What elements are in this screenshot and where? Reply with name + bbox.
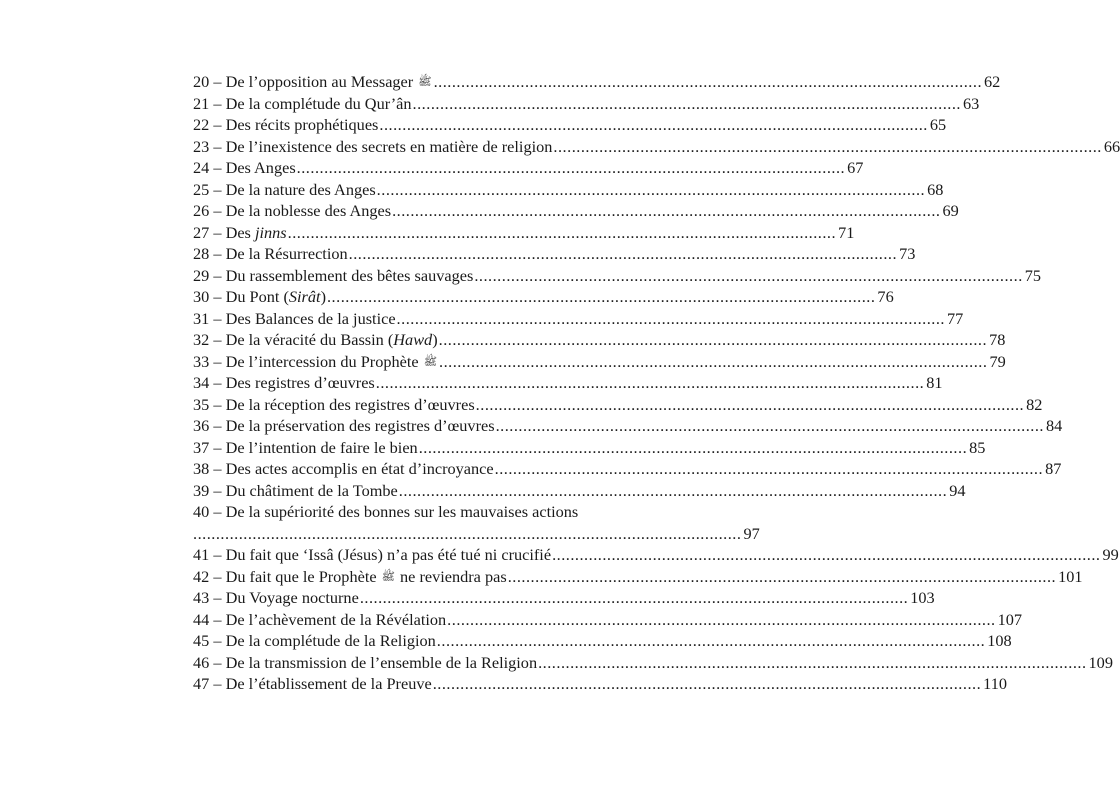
toc-entry-term: Sirât (288, 287, 321, 306)
toc-entry-title: 43 – Du Voyage nocturne (193, 588, 359, 607)
table-of-contents (193, 71, 1120, 695)
toc-entry (193, 286, 894, 308)
toc-entry-text: De la nature des Anges (225, 179, 376, 199)
toc-entry-text: Des (225, 222, 255, 242)
dot-leader: ........................................................................................................................ (475, 394, 1025, 414)
toc-entry-number: 34 (193, 373, 210, 392)
toc-entry-text: Du Voyage nocturne (225, 588, 359, 607)
toc-entry-text: De l’intercession du Prophète (225, 351, 423, 371)
toc-entry (193, 136, 1120, 158)
toc-entry-text: ) (320, 287, 326, 306)
toc-entry-text: De la noblesse des Anges (225, 201, 392, 220)
dot-leader: ........................................................................................................................ (432, 674, 982, 693)
toc-entry-title: 39 – Du châtiment de la Tombe (193, 480, 398, 500)
toc-entry-text: Des actes accomplis en état d’incroyance (225, 459, 494, 478)
toc-entry-text: Du fait que le Prophète (225, 566, 381, 586)
toc-entry-text: Des récits prophétiques (225, 115, 379, 134)
toc-entry-page: 87 (1045, 459, 1062, 478)
toc-entry (193, 394, 1043, 416)
dot-leader: ........................................................................................................................ (495, 416, 1044, 435)
dot-leader: ........................................................................................................................ (326, 287, 876, 306)
toc-entry-text: Des Balances de la justice (225, 308, 396, 328)
toc-entry-title: 38 – Des actes accomplis en état d’incroyance (193, 459, 494, 478)
toc-entry-text: De la transmission de l’ensemble de la Religion (225, 652, 538, 672)
toc-entry-page: 82 (1026, 394, 1043, 414)
toc-entry-page: 63 (962, 93, 980, 113)
toc-entry-number: 40 (193, 502, 210, 521)
toc-entry-number: 42 (193, 566, 210, 586)
toc-entry-text: De l’établissement de la Preuve (225, 674, 432, 693)
dot-leader: ........................................................................................................................ (433, 72, 983, 91)
toc-entry-page: 67 (847, 158, 864, 177)
toc-entry (193, 157, 864, 179)
toc-entry-title: 20 – De l’opposition au Messager ﷺ (193, 72, 432, 91)
toc-entry-text: De la réception des registres d’œuvres (225, 394, 475, 414)
toc-entry-page: 109 (1088, 652, 1113, 672)
toc-entry-text: De la Résurrection (225, 244, 348, 263)
toc-entry-page: 85 (969, 437, 986, 457)
toc-entry-title: 35 – De la réception des registres d’œuvres (193, 394, 475, 414)
toc-entry-page: 101 (1058, 566, 1083, 586)
dot-leader: ........................................................................................................................ (474, 265, 1023, 285)
toc-entry-page: 84 (1046, 416, 1063, 435)
dot-leader: ........................................................................................................................ (193, 523, 742, 543)
toc-entry-page: 78 (989, 330, 1006, 349)
toc-entry-number: 23 (193, 136, 210, 156)
toc-entry-number: 37 (193, 437, 210, 457)
dot-leader: ........................................................................................................................ (379, 115, 928, 134)
toc-entry-title: 29 – Du rassemblement des bêtes sauvages (193, 265, 474, 285)
toc-entry-text: Des registres d’œuvres (225, 373, 375, 392)
toc-entry-title: 23 – De l’inexistence des secrets en matière de religion (193, 136, 553, 156)
toc-entry-number: 44 (193, 609, 210, 629)
toc-entry-page: 62 (984, 72, 1001, 91)
toc-entry-number: 33 (193, 351, 210, 371)
dot-leader: ........................................................................................................................ (296, 158, 846, 177)
toc-entry (193, 200, 959, 222)
toc-entry (193, 351, 1006, 373)
toc-entry-title: 24 – Des Anges (193, 158, 296, 177)
toc-entry-page: 69 (942, 201, 959, 220)
dot-leader: ........................................................................................................................ (494, 459, 1044, 478)
toc-entry-page: 99 (1102, 545, 1119, 564)
toc-entry (193, 93, 980, 115)
toc-entry-number: 30 (193, 287, 210, 306)
toc-entry-number: 31 (193, 308, 210, 328)
toc-entry-number: 29 (193, 265, 210, 285)
toc-entry-number: 36 (193, 416, 210, 435)
toc-entry-title: 41 – Du fait que ‘Issâ (Jésus) n’a pas été tué ni crucifié (193, 545, 552, 564)
toc-entry-page: 65 (929, 115, 947, 134)
toc-entry-page: 68 (927, 179, 944, 199)
toc-entry-title: 33 – De l’intercession du Prophète ﷺ (193, 351, 437, 371)
toc-entry-text: De l’inexistence des secrets en matière de religion (225, 136, 553, 156)
toc-entry-text: De l’opposition au Messager (225, 72, 418, 91)
dot-leader: ........................................................................................................................ (553, 136, 1102, 156)
toc-entry-term: jinns (254, 222, 287, 242)
dot-leader: ........................................................................................................................ (507, 566, 1057, 586)
dot-leader: ........................................................................................................................ (418, 437, 968, 457)
toc-entry (193, 544, 1119, 566)
toc-entry-title: 37 – De l’intention de faire le bien (193, 437, 418, 457)
toc-entry-title: 30 – Du Pont (Sirât) (193, 287, 326, 306)
toc-entry (193, 652, 1113, 674)
dot-leader: ........................................................................................................................ (375, 373, 925, 392)
toc-entry-text: Du fait que ‘Issâ (Jésus) n’a pas été tué ni crucifié (225, 545, 552, 564)
toc-entry-title: 22 – Des récits prophétiques (193, 115, 379, 134)
toc-entry-page: 81 (926, 373, 943, 392)
dot-leader: ........................................................................................................................ (287, 222, 837, 242)
toc-entry (193, 415, 1063, 437)
toc-entry-title: 32 – De la véracité du Bassin (Hawd) (193, 330, 438, 349)
toc-entry (193, 480, 966, 502)
dot-leader: ........................................................................................................................ (359, 588, 909, 607)
salutation-glyph: ﷺ (418, 76, 432, 88)
toc-entry-text: De la complétude du Qur’ân (225, 93, 412, 113)
toc-entry-title: 27 – Des jinns (193, 222, 287, 242)
toc-entry-text: Des Anges (225, 158, 296, 177)
toc-entry-number: 24 (193, 158, 210, 177)
toc-entry (193, 329, 1006, 351)
toc-entry (193, 179, 944, 201)
toc-entry-page: 77 (946, 308, 964, 328)
toc-entry-page: 97 (743, 523, 760, 543)
toc-entry-text: ) (432, 330, 438, 349)
toc-entry (193, 566, 1083, 588)
toc-entry-page: 103 (910, 588, 935, 607)
toc-entry-title: 45 – De la complétude de la Religion (193, 631, 436, 650)
dot-leader: ........................................................................................................................ (392, 201, 941, 220)
toc-entry-number: 35 (193, 394, 210, 414)
dot-leader: ........................................................................................................................ (447, 609, 996, 629)
toc-entry (193, 71, 1001, 93)
toc-entry-page: 79 (989, 351, 1006, 371)
toc-entry (193, 458, 1062, 480)
toc-entry (193, 265, 1042, 287)
toc-entry-page: 73 (899, 244, 916, 263)
toc-entry-text: De la complétude de la Religion (225, 631, 436, 650)
toc-entry-title: 44 – De l’achèvement de la Révélation (193, 609, 447, 629)
toc-entry-page: 75 (1024, 265, 1042, 285)
toc-entry (193, 673, 1007, 695)
dot-leader: ........................................................................................................................ (439, 351, 988, 371)
toc-entry-text: De la véracité du Bassin ( (225, 330, 394, 349)
toc-entry-title: 34 – Des registres d’œuvres (193, 373, 375, 392)
toc-entry-title: 31 – Des Balances de la justice (193, 308, 396, 328)
toc-entry-title: 21 – De la complétude du Qur’ân (193, 93, 412, 113)
toc-entry-title: 28 – De la Résurrection (193, 244, 348, 263)
toc-entry-number: 26 (193, 201, 210, 220)
toc-entry-number: 21 (193, 93, 210, 113)
toc-entry-number: 46 (193, 652, 210, 672)
toc-entry-title: 26 – De la noblesse des Anges (193, 201, 392, 220)
toc-entry-number: 32 (193, 330, 210, 349)
dot-leader: ........................................................................................................................ (398, 480, 948, 500)
toc-entry-number: 43 (193, 588, 210, 607)
toc-entry-title: 40 – De la supériorité des bonnes sur les mauvaises actions (193, 502, 579, 521)
toc-entry (193, 587, 935, 609)
toc-entry (193, 501, 760, 544)
toc-entry-number: 47 (193, 674, 210, 693)
toc-entry (193, 630, 1012, 652)
toc-entry-number: 38 (193, 459, 210, 478)
toc-entry-text: De la supériorité des bonnes sur les mauvaises actions (225, 502, 579, 521)
toc-entry (193, 609, 1023, 631)
toc-entry-text: Du Pont ( (225, 287, 289, 306)
toc-entry-text: De l’intention de faire le bien (225, 437, 418, 457)
toc-entry-number: 25 (193, 179, 210, 199)
toc-entry-title: 36 – De la préservation des registres d’œuvres (193, 416, 495, 435)
dot-leader: ........................................................................................................................ (438, 330, 988, 349)
toc-entry (193, 222, 855, 244)
toc-entry-page: 66 (1103, 136, 1120, 156)
salutation-glyph: ﷺ (381, 570, 395, 583)
toc-entry-term: Hawd (393, 330, 433, 349)
dot-leader: ........................................................................................................................ (552, 545, 1101, 564)
toc-entry (193, 372, 943, 394)
toc-entry-page: 76 (877, 287, 894, 306)
toc-entry-text: De la préservation des registres d’œuvres (225, 416, 495, 435)
toc-entry-number: 41 (193, 545, 210, 564)
toc-entry-title: 25 – De la nature des Anges (193, 179, 376, 199)
toc-entry-page: 94 (949, 480, 966, 500)
toc-entry (193, 437, 986, 459)
toc-entry (193, 114, 947, 136)
dot-leader: ........................................................................................................................ (348, 244, 898, 263)
toc-entry-text: De l’achèvement de la Révélation (225, 609, 447, 629)
toc-entry-text: Du rassemblement des bêtes sauvages (225, 265, 474, 285)
dot-leader: ........................................................................................................................ (376, 179, 926, 199)
toc-entry-page: 71 (838, 222, 855, 242)
dot-leader: ........................................................................................................................ (436, 631, 986, 650)
toc-entry-number: 39 (193, 480, 210, 500)
toc-entry (193, 308, 964, 330)
dot-leader: ........................................................................................................................ (538, 652, 1087, 672)
toc-entry-title: 42 – Du fait que le Prophète ﷺ ne reviendra pas (193, 566, 507, 586)
toc-entry-number: 28 (193, 244, 210, 263)
toc-entry-number: 22 (193, 115, 210, 134)
dot-leader: ........................................................................................................................ (396, 308, 945, 328)
toc-entry-page: 108 (987, 631, 1012, 650)
toc-entry-text: ne reviendra pas (395, 566, 507, 586)
toc-entry-title: 47 – De l’établissement de la Preuve (193, 674, 432, 693)
toc-entry-title: 46 – De la transmission de l’ensemble de la Religion (193, 652, 538, 672)
toc-entry-page: 107 (997, 609, 1023, 629)
toc-entry-number: 45 (193, 631, 210, 650)
toc-entry-number: 27 (193, 222, 210, 242)
toc-entry-page: 110 (983, 674, 1007, 693)
toc-entry-text: Du châtiment de la Tombe (225, 480, 398, 500)
toc-entry (193, 243, 916, 265)
salutation-glyph: ﷺ (423, 355, 437, 368)
toc-entry-number: 20 (193, 72, 210, 91)
dot-leader: ........................................................................................................................ (412, 93, 961, 113)
